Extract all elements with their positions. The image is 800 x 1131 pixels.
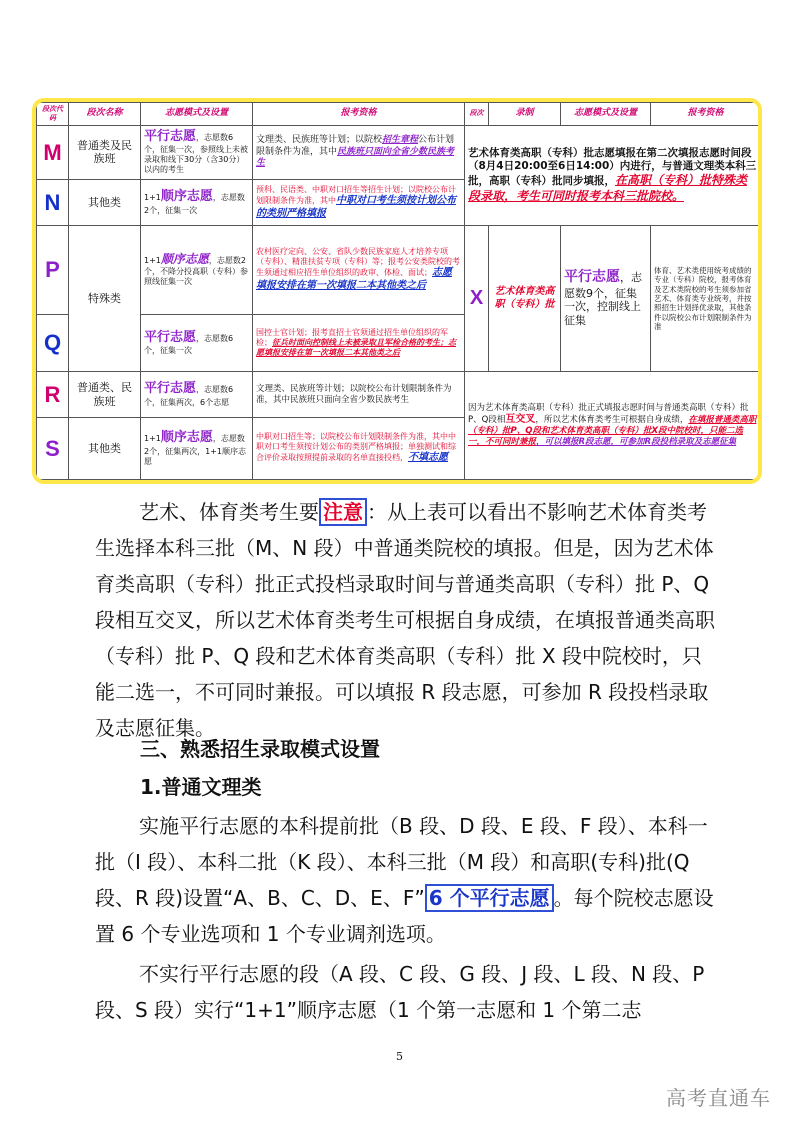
x-mode-text: ，志愿数9个，征集一次，控制线上征集 [564, 271, 642, 328]
mode-text: ，志愿数2个，征集两次，1+1顺序志愿 [144, 434, 246, 466]
requirement-cell: 文理类、民族班等计划；以院校公布计划限制条件为准，其中民族班只面向全省少数民族考生 [253, 371, 465, 417]
req-highlight: 中职对口考生须按计划公布的类别严格填报 [256, 195, 456, 219]
paragraph-lead: 艺术、体育类考生要 [139, 500, 319, 524]
header-cell: 报考资格 [651, 103, 761, 126]
mode-text: ，志愿数2个，征集一次 [144, 193, 245, 215]
mode-lead: 平行志愿 [144, 381, 197, 397]
mode-lead: 平行志愿 [144, 329, 197, 345]
mode-cell [141, 418, 253, 480]
requirement-cell [253, 418, 465, 480]
admission-table [36, 102, 761, 480]
watermark: 高考直通车 [666, 1086, 771, 1110]
mode-prefix: 1+1 [144, 193, 161, 203]
mode-cell [141, 314, 253, 371]
mode-text: ，志愿数2个，不降分投高职（专科）参照线征集一次 [144, 256, 248, 287]
segment-code: R [37, 371, 69, 417]
segment-name: 其他类 [69, 418, 141, 480]
header-cell: 志愿模式及设置 [141, 103, 253, 126]
x-top-highlight: 在高职（专科）批特殊类段录取，考生可同时报考本科三批院校。 [468, 173, 748, 203]
paragraph-lead: 实施平行志愿的本科提前批（B 段、D 段、E 段、F 段）、本科一批（I 段）、本科二批（K 段）、本科三批（M 段）和高职(专科)批(Q 段、R 段)设置“A、B、C、D、E、F” [95, 814, 708, 910]
mode-lead: 平行志愿 [144, 129, 197, 145]
req-highlight: ；志愿填报安排在第一次填报二本其他类之后 [256, 337, 456, 357]
paragraph-rest: ：从上表可以看出不影响艺术体育类考生选择本科三批（M、N 段）中普通类院校的填报。但是，因为艺术体育类高职（专科）批正式投档录取时间与普通类高职（专科）批 P、Q 段相互交叉，所以艺术体育类考生可根据自身成绩，在填报普通类高职（专科）批 P、Q 段和艺术体育类高职（专科）批 X 段中院校时，只能二选一，不可同时兼报。可以填报 R 段志愿，可参加 R 段投档录取及志愿征集。 [95, 500, 715, 740]
x-bottom-highlight: ，可以填报R段志愿，可参加R段投档录取及志愿征集 [536, 437, 737, 447]
x-code: X [465, 226, 489, 372]
segment-code: S [37, 418, 69, 480]
mode-text: ，志愿数6个，征集一次，参照线上未被录取和线下30分（含30分）以内的考生 [144, 133, 248, 175]
segment-name: 普通类及民族班 [69, 125, 141, 179]
paragraph-text [95, 808, 715, 952]
req-text: 国控士官计划；报考直招士官须通过招生单位组织的军检； [256, 327, 448, 347]
header-cell: 报考资格 [253, 103, 465, 126]
x-bottom-text: 因为艺术体育类高职（专科）批正式填报志愿时间与普通类高职（专科）批P、Q段相 [468, 403, 749, 425]
paragraph-text [95, 494, 715, 746]
parallel-highlight: 6 个平行志愿 [425, 884, 554, 912]
table-header-row [37, 103, 761, 126]
header-cell: 段次名称 [69, 103, 141, 126]
paragraph-parallel [95, 808, 715, 1028]
admission-table-frame [32, 98, 762, 484]
req-highlight: 志愿填报安排在第一次填报二本其他类之后 [256, 267, 452, 291]
page-number: 5 [396, 1050, 403, 1063]
table-row [37, 371, 761, 417]
req-highlight: 民族班只面向全省少数民族考生 [256, 146, 455, 168]
paragraph-art-note [95, 494, 715, 746]
x-category: 艺术体育类高职（专科）批 [489, 226, 561, 372]
x-mode-cell [561, 226, 651, 372]
table-row [37, 125, 761, 179]
mode-prefix: 1+1 [144, 434, 161, 444]
mode-prefix: 1+1 [144, 256, 161, 266]
mode-cell [141, 179, 253, 225]
x-bottom-cross: 互交叉 [505, 413, 536, 425]
mode-lead: 顺序志愿 [160, 430, 213, 446]
req-highlight: 不填志愿 [408, 452, 448, 464]
section-heading: 三、熟悉招生录取模式设置 [140, 737, 380, 761]
mode-text: ，志愿数6个，征集一次 [144, 333, 234, 355]
paragraph-rest: 。每个院校志愿设置 6 个专业选项和 1 个专业调剂选项。 [95, 886, 714, 946]
req-highlight: 招生章程 [382, 135, 419, 146]
segment-code: Q [37, 314, 69, 371]
mode-lead: 顺序志愿 [160, 252, 209, 267]
requirement-cell [253, 226, 465, 314]
x-block-top [465, 125, 761, 226]
paragraph-sequential: 不实行平行志愿的段（A 段、C 段、G 段、J 段、L 段、N 段、P 段、S 段）实行“1+1”顺序志愿（1 个第一志愿和 1 个第二志 [95, 962, 705, 1022]
req-text: 农村医疗定向、公安、省队少数民族家庭人才培养专项（专科）、精准扶贫专项（专科）等；报考公安类院校的考生须通过相应招生单位组织的政审、体检、面试； [256, 247, 460, 278]
segment-name: 其他类 [69, 179, 141, 225]
requirement-cell [253, 314, 465, 371]
x-top-text: 艺术体育类高职（专科）批志愿填报在第二次填报志愿时间段（8月4日20:00至6日14:00）内进行，与普通文理类本科三批，高职（专科）批同步填报， [468, 147, 757, 188]
note-highlight: 注意 [319, 498, 367, 526]
x-bottom-text: ，所以艺术体育类考生可根据自身成绩， [535, 414, 689, 425]
x-mode-lead: 平行志愿 [564, 269, 620, 286]
header-cell: 志愿模式及设置 [561, 103, 651, 126]
req-text: 文理类、民族班等计划；以院校 [256, 135, 383, 146]
header-cell: 段次 [465, 103, 489, 126]
segment-code: M [37, 125, 69, 179]
segment-name: 特殊类 [69, 226, 141, 372]
req-highlight: 征兵时面向控制线上未被录取且军检合格的考生 [272, 337, 440, 347]
mode-cell [141, 125, 253, 179]
requirement-cell [253, 125, 465, 179]
req-text: 中职对口招生等；以院校公布计划限制条件为准，其中中职对口考生须按计划公布的类别严格填报；单独测试和综合评价录取按照提前录取的名单直接投档， [256, 432, 456, 463]
req-text: 预科、民语类、中职对口招生等招生计划；以院校公布计划限制条件为准，其中 [256, 185, 456, 206]
x-block-bottom [465, 371, 761, 479]
req-text: 公布计划限制条件为准，其中 [256, 135, 455, 157]
header-cell: 录制 [489, 103, 561, 126]
mode-text: ，志愿数6个，征集两次，6个志愿 [144, 385, 234, 407]
x-bottom-highlight: 在填报普通类高职（专科）批P、Q段和艺术体育类高职（专科）批X段中院校时，只能二选一，不可同时兼报 [468, 414, 757, 447]
requirement-cell [253, 179, 465, 225]
x-requirement: 体育、艺术类使用统考成绩的专业（专科）院校，报考体育及艺术类院校的考生须参加省艺术、体育类专业统考，并按照招生计划择优录取，其他条件以院校公布计划限制条件为准 [651, 226, 761, 372]
header-cell: 段次代码 [37, 103, 69, 126]
segment-code: N [37, 179, 69, 225]
subsection-heading: 1.普通文理类 [140, 775, 262, 799]
mode-lead: 顺序志愿 [160, 189, 213, 205]
mode-cell [141, 371, 253, 417]
segment-name: 普通类、民族班 [69, 371, 141, 417]
table-row [37, 226, 761, 314]
segment-code: P [37, 226, 69, 314]
mode-cell [141, 226, 253, 314]
